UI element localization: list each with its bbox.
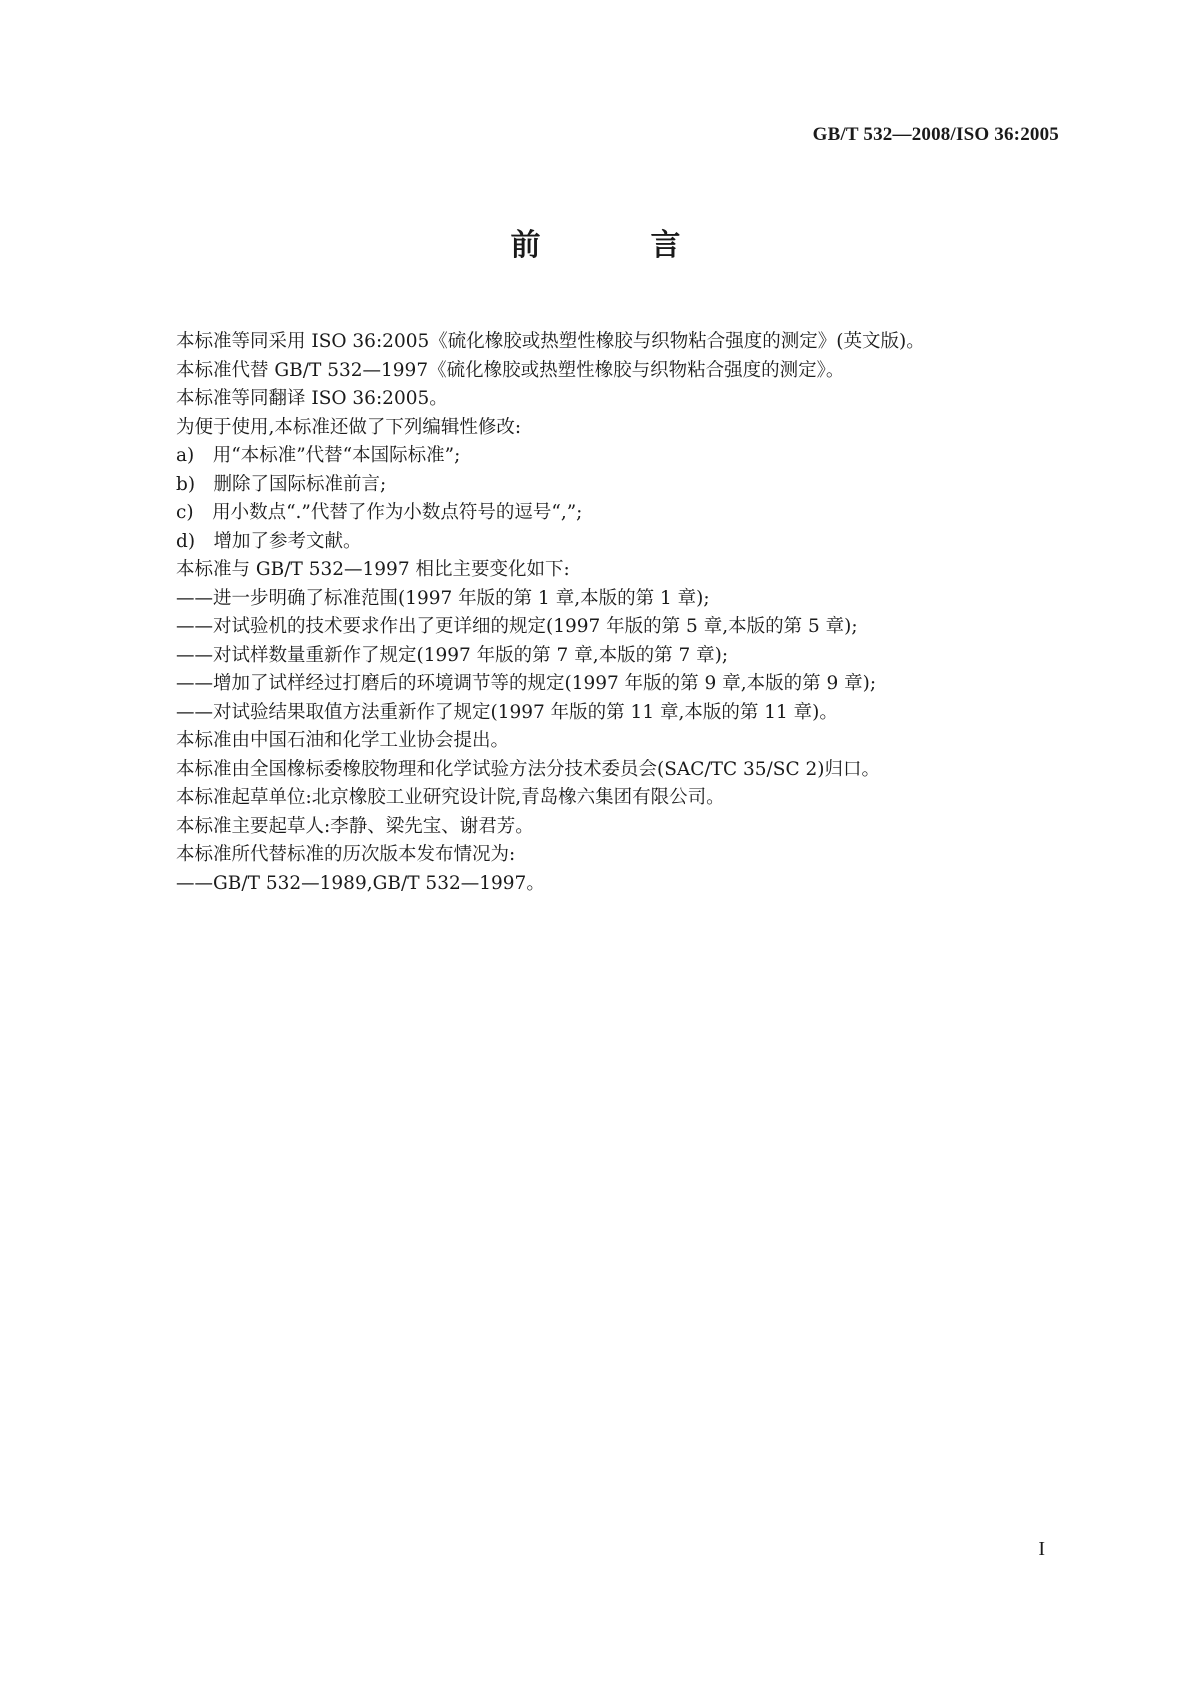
dash-item: ——进一步明确了标准范围(1997 年版的第 1 章,本版的第 1 章); bbox=[176, 587, 710, 609]
paragraph-line: 本标准等同翻译 ISO 36:2005。 bbox=[176, 388, 448, 409]
paragraph-line: 本标准由中国石油和化学工业协会提出。 bbox=[176, 730, 510, 751]
dash-item: ——对试样数量重新作了规定(1997 年版的第 7 章,本版的第 7 章); bbox=[176, 644, 729, 666]
list-item: a) 用“本标准”代替“本国际标准”; bbox=[176, 445, 461, 466]
list-item: d) 增加了参考文献。 bbox=[176, 530, 362, 552]
paragraph-line: 本标准主要起草人:李静、梁先宝、谢君芳。 bbox=[176, 815, 534, 837]
standard-code: GB/T 532—2008/ISO 36:2005 bbox=[812, 124, 1059, 145]
dash-item: ——GB/T 532—1989,GB/T 532—1997。 bbox=[176, 872, 545, 894]
dash-item: ——对试验结果取值方法重新作了规定(1997 年版的第 11 章,本版的第 11 章)。 bbox=[176, 701, 838, 723]
list-item: b) 删除了国际标准前言; bbox=[176, 473, 387, 495]
paragraph-line: 为便于使用,本标准还做了下列编辑性修改: bbox=[176, 416, 522, 438]
page-number: I bbox=[1038, 1538, 1045, 1560]
page-title: 前 言 bbox=[510, 228, 721, 263]
paragraph-line: 本标准等同采用 ISO 36:2005《硫化橡胶或热塑性橡胶与织物粘合强度的测定》(英文版)。 bbox=[176, 331, 925, 352]
dash-item: ——增加了试样经过打磨后的环境调节等的规定(1997 年版的第 9 章,本版的第 9 章); bbox=[176, 673, 877, 694]
paragraph-line: 本标准由全国橡标委橡胶物理和化学试验方法分技术委员会(SAC/TC 35/SC 2)归口。 bbox=[176, 758, 880, 780]
foreword-body bbox=[176, 328, 1056, 898]
paragraph-line: 本标准起草单位:北京橡胶工业研究设计院,青岛橡六集团有限公司。 bbox=[176, 787, 725, 808]
dash-item: ——对试验机的技术要求作出了更详细的规定(1997 年版的第 5 章,本版的第 5 章); bbox=[176, 616, 858, 637]
paragraph-line: 本标准所代替标准的历次版本发布情况为: bbox=[176, 844, 516, 865]
paragraph-line: 本标准与 GB/T 532—1997 相比主要变化如下: bbox=[176, 559, 570, 580]
list-item: c) 用小数点“.”代替了作为小数点符号的逗号“,”; bbox=[176, 502, 583, 523]
paragraph-line: 本标准代替 GB/T 532—1997《硫化橡胶或热塑性橡胶与织物粘合强度的测定》。 bbox=[176, 359, 845, 381]
